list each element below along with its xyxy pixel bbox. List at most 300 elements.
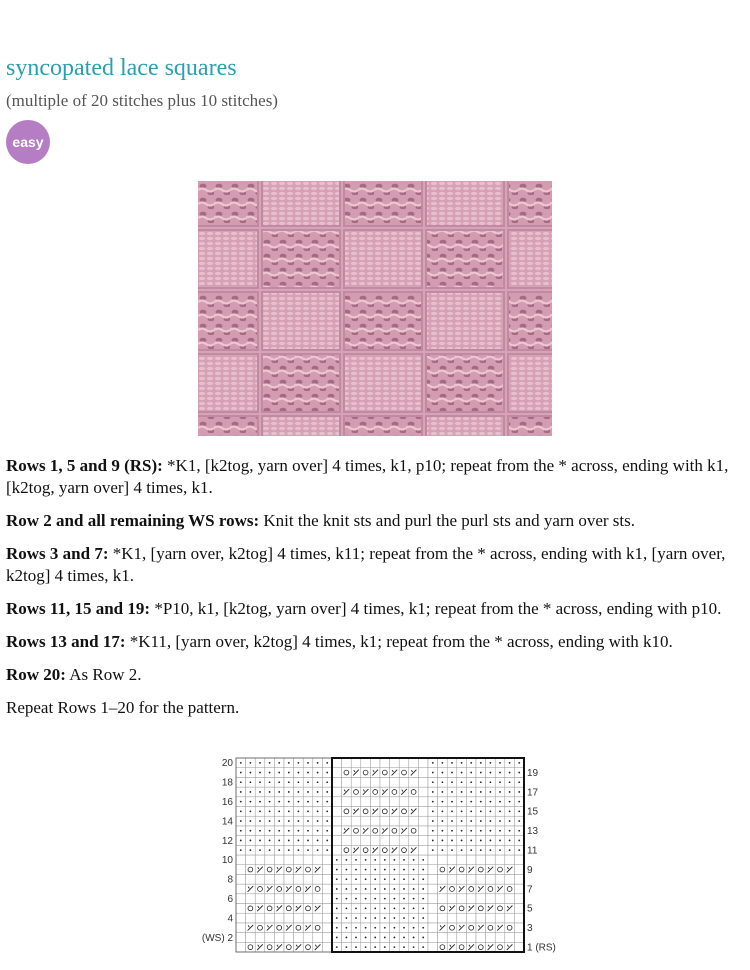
purl-symbol — [413, 878, 415, 880]
chart-cell — [476, 894, 486, 904]
instruction-row-6 — [6, 664, 742, 686]
chart-cell — [447, 884, 457, 894]
chart-cell — [322, 942, 332, 952]
chart-cell — [236, 913, 246, 923]
chart-cell — [476, 855, 486, 865]
purl-symbol — [288, 791, 290, 793]
chart-cell — [342, 797, 352, 807]
purl-symbol — [288, 762, 290, 764]
purl-symbol — [298, 840, 300, 842]
chart-cell — [447, 913, 457, 923]
purl-symbol — [240, 810, 242, 812]
chart-cell — [246, 855, 256, 865]
purl-symbol — [413, 898, 415, 900]
purl-symbol — [451, 762, 453, 764]
purl-symbol — [326, 830, 328, 832]
instruction-label: Rows 11, 15 and 19: — [6, 599, 151, 618]
chart-cell — [476, 942, 486, 952]
chart-cell — [332, 807, 342, 817]
chart-cell — [274, 855, 284, 865]
chart-row-label: 18 — [221, 777, 233, 789]
purl-symbol — [518, 830, 520, 832]
pattern-multiple-note: (multiple of 20 stitches plus 10 stitches) — [6, 91, 278, 110]
purl-symbol — [346, 937, 348, 939]
purl-symbol — [259, 772, 261, 774]
instruction-text: Knit the knit sts and purl the purl sts and yarn over sts. — [259, 511, 635, 530]
purl-symbol — [442, 820, 444, 822]
purl-symbol — [451, 830, 453, 832]
purl-symbol — [461, 791, 463, 793]
purl-symbol — [307, 849, 309, 851]
chart-cell — [409, 758, 419, 768]
chart-cell — [428, 923, 438, 933]
chart-cell — [342, 816, 352, 826]
purl-symbol — [461, 849, 463, 851]
chart-row-label: 4 — [227, 913, 233, 925]
chart-cell — [303, 933, 313, 943]
chart-cell — [361, 816, 371, 826]
purl-symbol — [259, 762, 261, 764]
chart-cell — [246, 874, 256, 884]
purl-symbol — [394, 859, 396, 861]
chart-cell — [380, 797, 390, 807]
purl-symbol — [298, 810, 300, 812]
chart-cell — [514, 884, 524, 894]
chart-cell — [495, 904, 505, 914]
chart-cell — [495, 874, 505, 884]
chart-row-label: 7 — [527, 884, 533, 896]
purl-symbol — [374, 888, 376, 890]
purl-symbol — [518, 801, 520, 803]
purl-symbol — [403, 859, 405, 861]
purl-symbol — [432, 840, 434, 842]
purl-symbol — [288, 801, 290, 803]
page-title: syncopated lace squares — [6, 55, 237, 81]
chart-cell — [246, 904, 256, 914]
chart-cell — [361, 845, 371, 855]
chart-cell — [495, 942, 505, 952]
purl-symbol — [451, 781, 453, 783]
purl-symbol — [490, 840, 492, 842]
purl-symbol — [422, 869, 424, 871]
chart-cell — [486, 894, 496, 904]
purl-symbol — [413, 917, 415, 919]
purl-symbol — [422, 888, 424, 890]
chart-cell — [486, 933, 496, 943]
purl-symbol — [518, 791, 520, 793]
chart-cell — [351, 777, 361, 787]
purl-symbol — [346, 907, 348, 909]
purl-symbol — [326, 772, 328, 774]
difficulty-badge: easy — [6, 120, 50, 164]
purl-symbol — [518, 772, 520, 774]
chart-cell — [332, 758, 342, 768]
purl-symbol — [346, 869, 348, 871]
chart-cell — [294, 884, 304, 894]
chart-cell — [514, 933, 524, 943]
purl-symbol — [470, 849, 472, 851]
chart-cell — [342, 836, 352, 846]
purl-symbol — [432, 791, 434, 793]
instruction-row-1 — [6, 455, 742, 499]
chart-cell — [332, 777, 342, 787]
chart-cell — [370, 816, 380, 826]
chart-cell — [409, 816, 419, 826]
purl-symbol — [413, 888, 415, 890]
purl-symbol — [442, 830, 444, 832]
chart-cell — [303, 894, 313, 904]
purl-symbol — [422, 859, 424, 861]
purl-symbol — [480, 801, 482, 803]
purl-symbol — [278, 810, 280, 812]
purl-symbol — [509, 762, 511, 764]
purl-symbol — [346, 878, 348, 880]
purl-symbol — [355, 907, 357, 909]
chart-cell — [418, 787, 428, 797]
purl-symbol — [461, 840, 463, 842]
purl-symbol — [317, 801, 319, 803]
chart-cell — [466, 855, 476, 865]
chart-cell — [390, 758, 400, 768]
purl-symbol — [442, 781, 444, 783]
purl-symbol — [250, 762, 252, 764]
purl-symbol — [336, 946, 338, 948]
purl-symbol — [374, 869, 376, 871]
chart-cell — [332, 826, 342, 836]
purl-symbol — [442, 810, 444, 812]
purl-symbol — [518, 820, 520, 822]
chart-cell — [514, 855, 524, 865]
chart-cell — [274, 874, 284, 884]
chart-cell — [428, 855, 438, 865]
chart-row-label: 9 — [527, 864, 533, 876]
chart-cell — [342, 758, 352, 768]
purl-symbol — [451, 772, 453, 774]
chart-cell — [457, 855, 467, 865]
chart-row-label: 15 — [527, 806, 539, 818]
chart-cell — [505, 874, 515, 884]
purl-symbol — [384, 869, 386, 871]
purl-symbol — [480, 772, 482, 774]
chart-cell — [428, 865, 438, 875]
instruction-label: Rows 13 and 17: — [6, 632, 126, 651]
purl-symbol — [490, 791, 492, 793]
chart-cell — [332, 816, 342, 826]
chart-cell — [274, 894, 284, 904]
purl-symbol — [432, 772, 434, 774]
chart-cell — [380, 807, 390, 817]
chart-cell — [514, 942, 524, 952]
purl-symbol — [480, 830, 482, 832]
chart-cell — [514, 865, 524, 875]
chart-cell — [246, 942, 256, 952]
purl-symbol — [365, 869, 367, 871]
chart-cell — [399, 836, 409, 846]
purl-symbol — [307, 840, 309, 842]
purl-symbol — [326, 791, 328, 793]
purl-symbol — [317, 830, 319, 832]
chart-cell — [370, 758, 380, 768]
chart-cell — [255, 933, 265, 943]
chart-cell — [284, 933, 294, 943]
chart-cell — [409, 836, 419, 846]
purl-symbol — [518, 849, 520, 851]
chart-cell — [418, 797, 428, 807]
purl-symbol — [269, 840, 271, 842]
purl-symbol — [509, 801, 511, 803]
chart-cell — [466, 894, 476, 904]
purl-symbol — [355, 869, 357, 871]
chart-cell — [322, 913, 332, 923]
purl-symbol — [355, 927, 357, 929]
purl-symbol — [365, 946, 367, 948]
purl-symbol — [490, 772, 492, 774]
purl-symbol — [346, 917, 348, 919]
purl-symbol — [326, 762, 328, 764]
purl-symbol — [470, 820, 472, 822]
chart-cell — [284, 942, 294, 952]
purl-symbol — [480, 820, 482, 822]
purl-symbol — [336, 917, 338, 919]
purl-symbol — [240, 762, 242, 764]
chart-cell — [322, 884, 332, 894]
chart-cell — [322, 874, 332, 884]
chart-cell — [495, 913, 505, 923]
chart-cell — [361, 758, 371, 768]
purl-symbol — [490, 820, 492, 822]
chart-cell — [514, 894, 524, 904]
chart-cell — [370, 826, 380, 836]
purl-symbol — [461, 801, 463, 803]
chart-cell — [428, 942, 438, 952]
purl-symbol — [346, 927, 348, 929]
chart-cell — [322, 855, 332, 865]
purl-symbol — [499, 801, 501, 803]
purl-symbol — [278, 781, 280, 783]
chart-cell — [342, 807, 352, 817]
chart-cell — [361, 807, 371, 817]
chart-cell — [438, 894, 448, 904]
purl-symbol — [509, 810, 511, 812]
purl-symbol — [288, 810, 290, 812]
chart-cell — [438, 855, 448, 865]
purl-symbol — [269, 791, 271, 793]
purl-symbol — [480, 840, 482, 842]
chart-cell — [495, 933, 505, 943]
purl-symbol — [278, 791, 280, 793]
chart-cell — [390, 816, 400, 826]
purl-symbol — [470, 801, 472, 803]
chart-cell — [495, 865, 505, 875]
purl-symbol — [250, 820, 252, 822]
purl-symbol — [269, 810, 271, 812]
chart-cell — [313, 923, 323, 933]
chart-cell — [294, 933, 304, 943]
chart-cell — [284, 855, 294, 865]
purl-symbol — [374, 878, 376, 880]
chart-cell — [390, 826, 400, 836]
chart-cell — [274, 913, 284, 923]
chart-cell — [322, 904, 332, 914]
purl-symbol — [374, 946, 376, 948]
chart-cell — [255, 913, 265, 923]
purl-symbol — [480, 762, 482, 764]
purl-symbol — [413, 937, 415, 939]
chart-row-label: 8 — [227, 874, 233, 886]
purl-symbol — [355, 917, 357, 919]
chart-cell — [476, 874, 486, 884]
chart-cell — [486, 884, 496, 894]
purl-symbol — [384, 859, 386, 861]
instruction-row-2 — [6, 510, 742, 532]
purl-symbol — [250, 791, 252, 793]
purl-symbol — [259, 830, 261, 832]
purl-symbol — [384, 907, 386, 909]
purl-symbol — [298, 801, 300, 803]
purl-symbol — [413, 907, 415, 909]
purl-symbol — [317, 849, 319, 851]
chart-cell — [505, 855, 515, 865]
chart-cell — [438, 933, 448, 943]
chart-cell — [265, 874, 275, 884]
purl-symbol — [451, 840, 453, 842]
chart-cell — [294, 894, 304, 904]
chart-cell — [390, 787, 400, 797]
chart-cell — [236, 933, 246, 943]
chart-cell — [255, 923, 265, 933]
chart-cell — [265, 855, 275, 865]
purl-symbol — [403, 927, 405, 929]
purl-symbol — [499, 781, 501, 783]
purl-symbol — [278, 820, 280, 822]
purl-symbol — [346, 888, 348, 890]
chart-cell — [409, 826, 419, 836]
purl-symbol — [374, 898, 376, 900]
purl-symbol — [365, 917, 367, 919]
purl-symbol — [317, 762, 319, 764]
purl-symbol — [422, 927, 424, 929]
chart-cell — [246, 865, 256, 875]
chart-cell — [466, 913, 476, 923]
purl-symbol — [470, 830, 472, 832]
purl-symbol — [422, 898, 424, 900]
chart-cell — [399, 845, 409, 855]
chart-cell — [274, 884, 284, 894]
purl-symbol — [403, 869, 405, 871]
purl-symbol — [298, 830, 300, 832]
chart-cell — [418, 807, 428, 817]
purl-symbol — [432, 801, 434, 803]
purl-symbol — [374, 927, 376, 929]
instruction-label: Row 2 and all remaining WS rows: — [6, 511, 260, 530]
chart-cell — [466, 923, 476, 933]
purl-symbol — [403, 888, 405, 890]
purl-symbol — [470, 840, 472, 842]
purl-symbol — [442, 762, 444, 764]
chart-cell — [284, 913, 294, 923]
chart-cell — [447, 933, 457, 943]
purl-symbol — [480, 781, 482, 783]
chart-cell — [351, 816, 361, 826]
stitch-chart — [190, 752, 570, 962]
purl-symbol — [278, 762, 280, 764]
chart-cell — [428, 913, 438, 923]
chart-cell — [466, 874, 476, 884]
chart-cell — [332, 768, 342, 778]
purl-symbol — [509, 772, 511, 774]
purl-symbol — [317, 840, 319, 842]
purl-symbol — [518, 810, 520, 812]
instruction-row-4 — [6, 598, 742, 620]
instruction-row-3 — [6, 543, 742, 587]
purl-symbol — [394, 869, 396, 871]
purl-symbol — [384, 946, 386, 948]
chart-cell — [418, 777, 428, 787]
purl-symbol — [317, 781, 319, 783]
purl-symbol — [394, 888, 396, 890]
chart-cell — [399, 777, 409, 787]
chart-cell — [399, 807, 409, 817]
chart-row-label: 11 — [527, 845, 538, 857]
purl-symbol — [269, 762, 271, 764]
purl-symbol — [336, 898, 338, 900]
purl-symbol — [288, 781, 290, 783]
purl-symbol — [365, 927, 367, 929]
purl-symbol — [355, 878, 357, 880]
purl-symbol — [269, 849, 271, 851]
purl-symbol — [432, 810, 434, 812]
instruction-text: *P10, k1, [k2tog, yarn over] 4 times, k1; repeat from the * across, ending with p10. — [150, 599, 722, 618]
chart-cell — [284, 894, 294, 904]
purl-symbol — [365, 898, 367, 900]
purl-symbol — [499, 791, 501, 793]
purl-symbol — [490, 810, 492, 812]
chart-cell — [255, 884, 265, 894]
chart-cell — [399, 816, 409, 826]
chart-cell — [246, 894, 256, 904]
purl-symbol — [317, 810, 319, 812]
purl-symbol — [307, 801, 309, 803]
chart-cell — [303, 904, 313, 914]
purl-symbol — [240, 849, 242, 851]
chart-cell — [332, 836, 342, 846]
purl-symbol — [422, 907, 424, 909]
chart-cell — [236, 894, 246, 904]
chart-row-label: 12 — [221, 835, 233, 847]
purl-symbol — [288, 830, 290, 832]
chart-row-label: 10 — [221, 855, 233, 867]
chart-cell — [418, 758, 428, 768]
purl-symbol — [432, 849, 434, 851]
purl-symbol — [374, 859, 376, 861]
chart-cell — [313, 894, 323, 904]
purl-symbol — [509, 849, 511, 851]
purl-symbol — [307, 791, 309, 793]
chart-cell — [322, 923, 332, 933]
purl-symbol — [317, 791, 319, 793]
chart-row-label: 6 — [227, 894, 233, 906]
purl-symbol — [346, 946, 348, 948]
chart-cell — [265, 894, 275, 904]
chart-cell — [457, 913, 467, 923]
purl-symbol — [355, 859, 357, 861]
chart-cell — [514, 913, 524, 923]
purl-symbol — [422, 878, 424, 880]
purl-symbol — [509, 820, 511, 822]
purl-symbol — [336, 859, 338, 861]
purl-symbol — [288, 772, 290, 774]
purl-symbol — [269, 801, 271, 803]
